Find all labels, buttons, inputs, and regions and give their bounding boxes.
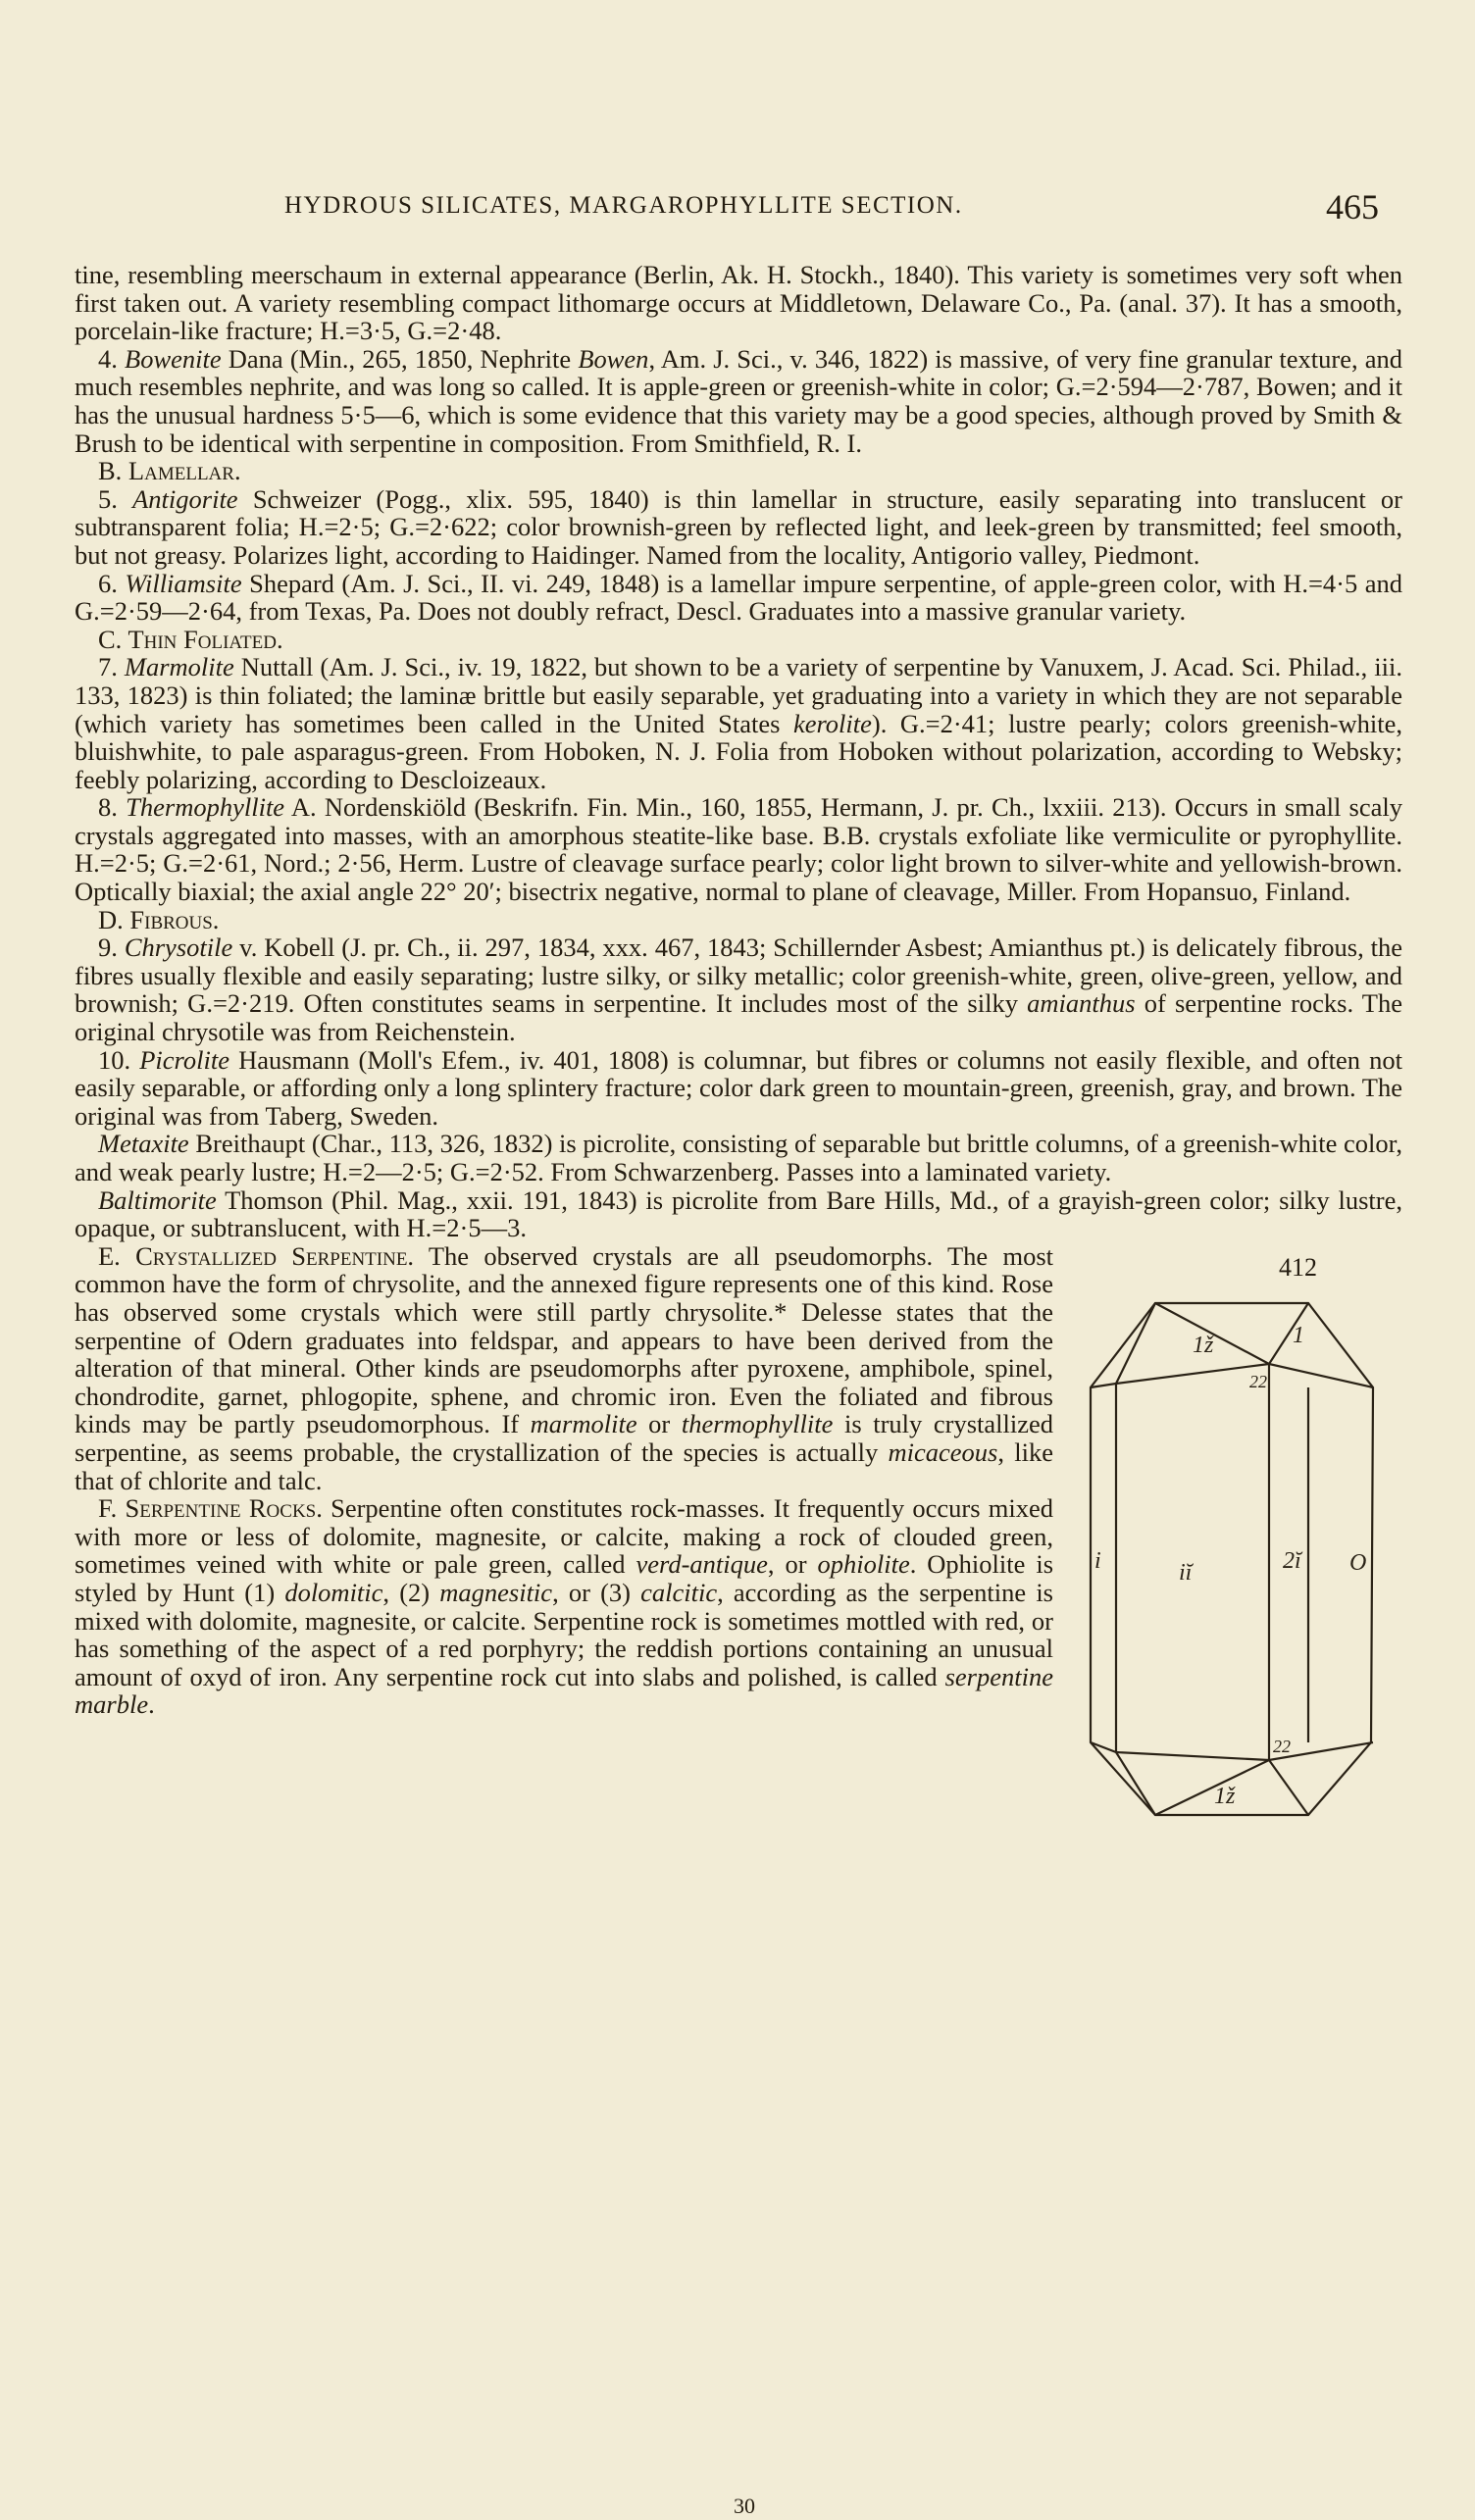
mineral-name: Marmolite — [124, 652, 234, 682]
face-label-ii: iĭ — [1179, 1559, 1193, 1586]
face-label-i: i — [1094, 1547, 1101, 1574]
face-label-bottom: 1ž — [1214, 1783, 1236, 1809]
crystal-outline — [1091, 1303, 1373, 1815]
paragraph-chrysotile: 9. Chrysotile v. Kobell (J. pr. Ch., ii. 297, 1834, xxx. 467, 1843; Schillernder Asbest; Amianthus pt.) is delicately fibrous, the fibres usually flexible and easily separating; lustre silky, or silky metallic; color greenish-white, green, olive-green, yellow, and brownish; G.=2·219. Often constitutes seams in serpentine. It includes most of the silky amianthus of serpentine rocks. The original chrysotile was from Reichenstein. — [75, 932, 1403, 1047]
mineral-name: Bowenite — [125, 343, 222, 374]
face-label-22-bottom: 22 — [1273, 1736, 1291, 1756]
section-heading-crystallized: E. Crystallized Serpentine. — [98, 1240, 415, 1271]
mineral-name: Picrolite — [139, 1044, 229, 1075]
page-number: 465 — [1326, 187, 1379, 227]
paragraph-picrolite: 10. Picrolite Hausmann (Moll's Efem., iv. 401, 1808) is columnar, but fibres or columns not easily flexible, and often not easily separable, or affording only a long splintery fracture; color dark green to mountain-green, greenish, gray, and brown. The original was from Taberg, Sweden. — [75, 1044, 1402, 1131]
face-label-O: O — [1349, 1549, 1367, 1576]
section-heading-fibrous: D. Fibrous. — [98, 904, 220, 934]
mineral-name: Metaxite — [98, 1129, 189, 1159]
paragraph-bowenite: 4. Bowenite Dana (Min., 265, 1850, Nephrite Bowen, Am. J. Sci., v. 346, 1822) is massive, of very fine granular texture, and much resembles nephrite, and was long so called. It is apple-green or greenish-white in color; G.=2·594—2·787, Bowen; and it has the unusual hardness 5·5—6, which is some evidence that this variety may be a good species, although proved by Smith & Brush to be identical with serpentine in composition. From Smithfield, R. I. — [75, 343, 1403, 458]
running-head: HYDROUS SILICATES, MARGAROPHYLLITE SECTION. — [284, 192, 963, 219]
signature-mark: 30 — [734, 2494, 755, 2518]
section-heading-thin-foliated: C. Thin Foliated. — [98, 624, 283, 654]
mineral-name: Thermophyllite — [126, 792, 285, 823]
mineral-name: Chrysotile — [124, 932, 233, 963]
crystal-drawing — [1077, 1282, 1422, 1850]
paragraph-marmolite: 7. Marmolite Nuttall (Am. J. Sci., iv. 19, 1822, but shown to be a variety of serpentine by Vanuxem, J. Acad. Sci. Philad., iii. 133, 1823) is thin foliated; the laminæ brittle but easily separable, yet graduating into a variety in which they are not separable (which variety has sometimes been called in the United States kerolite). G.=2·41; lustre pearly; colors greenish-white, bluishwhite, to pale asparagus-green. From Hoboken, N. J. Folia from Hoboken without polarization, according to Websky; feebly polarizing, according to Descloizeaux. — [75, 652, 1402, 794]
paragraph-antigorite: 5. Antigorite Schweizer (Pogg., xlix. 595, 1840) is thin lamellar in structure, easily separating into translucent or subtransparent folia; H.=2·5; G.=2·622; color brownish-green by reflected light, and leek-green by transmitted; feel smooth, but not greasy. Polarizes light, according to Haidinger. Named from the locality, Antigorio valley, Piedmont. — [75, 483, 1402, 570]
paragraph-williamsite: 6. Williamsite Shepard (Am. J. Sci., II. vi. 249, 1848) is a lamellar impure serpentine, of apple-green color, with H.=4·5 and G.=2·59—2·64, from Texas, Pa. Does not doubly refract, Descl. Graduates into a massive granular variety. — [75, 568, 1402, 627]
face-label-2i: 2ĭ — [1283, 1547, 1301, 1574]
section-heading-rocks: F. Serpentine Rocks. — [98, 1493, 323, 1524]
face-label-1: 1 — [1293, 1322, 1304, 1348]
mineral-name: Williamsite — [125, 568, 242, 598]
figure-number: 412 — [1279, 1252, 1317, 1282]
paragraph-metaxite: Metaxite Breithaupt (Char., 113, 326, 1832) is picrolite, consisting of separable but brittle columns, of a greenish-white color, and weak pearly lustre; H.=2—2·5; G.=2·52. From Schwarzenberg. Passes into a laminated variety. — [75, 1129, 1402, 1186]
section-heading-lamellar: B. Lamellar. — [98, 456, 241, 486]
crystal-figure — [1077, 1242, 1422, 1866]
paragraph-thermophyllite: 8. Thermophyllite A. Nordenskiöld (Beskrifn. Fin. Min., 160, 1855, Hermann, J. pr. Ch., lxxiii. 213). Occurs in small scaly crystals aggregated into masses, with an amorphous steatite-like base. B.B. crystals exfoliate like vermiculite or pyrophyllite. H.=2·5; G.=2·61, Nord.; 2·56, Herm. Lustre of cleavage surface pearly; color light brown to silver-white and yellowish-brown. Optically biaxial; the axial angle 22° 20′; bisectrix negative, normal to plane of cleavage, Miller. From Hopansuo, Finland. — [75, 792, 1403, 907]
paragraph-serpentine-rocks: F. Serpentine Rocks. Serpentine often constitutes rock-masses. It frequently occurs mixed with more or less of dolomite, magnesite, or calcite, making a rock of clouded green, sometimes veined with white or pale green, called verd-antique, or ophiolite. Ophiolite is styled by Hunt (1) dolomitic, (2) magnesitic, or (3) calcitic, according as the serpentine is mixed with dolomite, magnesite, or calcite. Serpentine rock is sometimes mottled with red, or has something of the aspect of a red porphyry; the reddish portions containing an unusual amount of oxyd of iron. Any serpentine rock cut into slabs and polished, is called serpentine marble. — [75, 1493, 1054, 1720]
top-face-edge — [1116, 1364, 1269, 1384]
face-label-top: 1ž — [1193, 1332, 1214, 1358]
paragraph-baltimorite: Baltimorite Thomson (Phil. Mag., xxii. 191, 1843) is picrolite from Bare Hills, Md., of a grayish-green color; silky lustre, opaque, or subtranslucent, with H.=2·5—3. — [75, 1184, 1402, 1243]
top-right-edge — [1269, 1303, 1373, 1387]
page-header — [0, 186, 1475, 229]
mineral-name: Antigorite — [132, 483, 238, 514]
body-text — [75, 261, 1402, 1866]
paragraph-continuation: tine, resembling meerschaum in external appearance (Berlin, Ak. H. Stockh., 1840). This variety is sometimes very soft when first taken out. A variety resembling compact lithomarge occurs at Middletown, Delaware Co., Pa. (anal. 37). It has a smooth, porcelain-like fracture; H.=3·5, G.=2·48. — [75, 260, 1402, 346]
face-label-22-top: 22 — [1249, 1371, 1267, 1391]
mineral-name: Baltimorite — [98, 1184, 217, 1215]
bottom-right-edge — [1269, 1760, 1308, 1815]
bottom-diagonal-edge — [1155, 1760, 1269, 1815]
paragraph-crystallized-serpentine: 412 1ž 1 22 i iĭ 2ĭ O 22 1ž E. Crystallized Serpentine. The observed crystals are all pseudomorphs. The most common have the form of chrysolite, and the annexed figure represents one of this kind. Rose has observed some crystals which were still partly chrysolite.* Delesse states that the serpentine of Odern graduates into feldspar, and appears to have been derived from the alteration of that mineral. Other kinds are pseudomorphs after pyroxene, amphibole, spinel, chondrodite, garnet, phlogopite, sphene, and chromic iron. Even the foliated and fibrous kinds may be partly pseudomorphous. If marmolite or thermophyllite is truly crystallized serpentine, as seems probable, the crystallization of the species is actually micaceous, like that of chlorite and talc. — [75, 1242, 1402, 1494]
bottom-face-edge — [1116, 1742, 1373, 1760]
